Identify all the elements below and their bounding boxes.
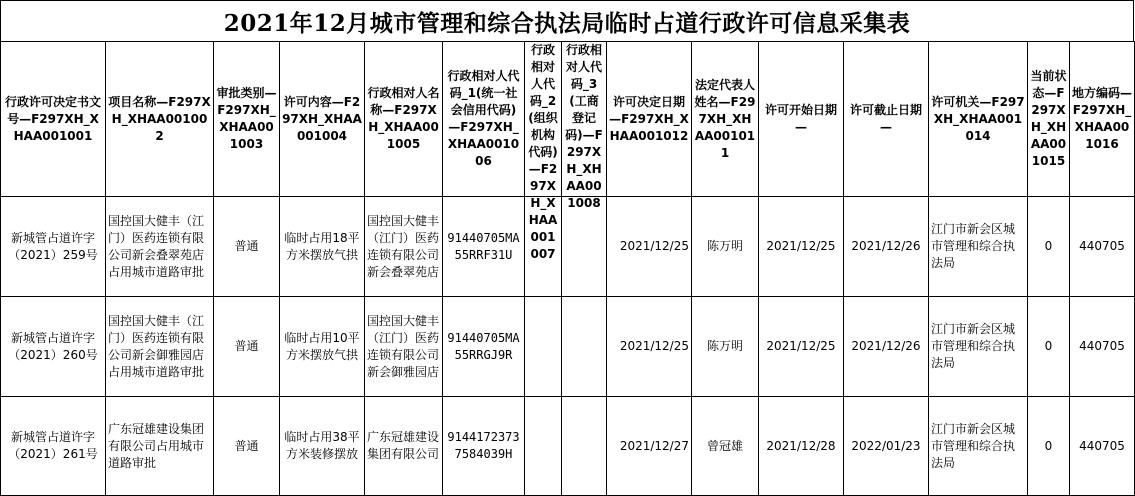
cell-doc-no[interactable]: 新城管占道许字（2021）260号 [1,297,106,397]
cell-legal-rep[interactable]: 陈万明 [692,197,759,297]
cell-org-code[interactable] [525,297,562,397]
header-cell[interactable]: 行政许可决定书文号—F297XH_XHAA001001 [1,42,106,197]
cell-party-name[interactable]: 国控国大健丰（江门）医药连锁有限公司新会叠翠苑店 [365,197,443,297]
sheet-title: 2021年12月城市管理和综合执法局临时占道行政许可信息采集表 [0,0,1134,41]
cell-party-name[interactable]: 国控国大健丰（江门）医药连锁有限公司新会御雅园店 [365,297,443,397]
header-cell[interactable]: 法定代表人姓名—F297XH_XHAA001011 [692,42,759,197]
cell-content[interactable]: 临时占用10平方米摆放气拱 [280,297,365,397]
cell-status[interactable]: 0 [1028,197,1070,297]
cell-decision-date[interactable]: 2021/12/27 [607,397,692,496]
cell-content[interactable]: 临时占用18平方米摆放气拱 [280,197,365,297]
cell-end-date[interactable]: 2022/01/23 [844,397,929,496]
cell-biz-code[interactable] [562,297,607,397]
permit-table [0,41,1135,496]
header-cell[interactable]: 审批类别—F297XH_XHAA001003 [214,42,280,197]
cell-project[interactable]: 广东冠雄建设集团有限公司占用城市道路审批 [106,397,214,496]
cell-authority[interactable]: 江门市新会区城市管理和综合执法局 [929,197,1028,297]
cell-area-code[interactable]: 440705 [1070,397,1135,496]
cell-category[interactable]: 普通 [214,397,280,496]
header-cell[interactable]: 许可机关—F297XH_XHAA001014 [929,42,1028,197]
table-row [1,397,1135,496]
header-cell[interactable]: 行政相对人代码_3(工商登记码)—F297XH_XHAA001008 [562,42,607,197]
cell-credit-code[interactable]: 91440705MA55RRGJ9R [443,297,525,397]
cell-status[interactable]: 0 [1028,397,1070,496]
header-cell[interactable]: 许可内容—F297XH_XHAA001004 [280,42,365,197]
header-cell[interactable]: 地方编码—F297XH_XHAA001016 [1070,42,1135,197]
cell-category[interactable]: 普通 [214,197,280,297]
header-cell[interactable]: 行政相对人名称—F297XH_XHAA001005 [365,42,443,197]
cell-decision-date[interactable]: 2021/12/25 [607,297,692,397]
cell-area-code[interactable]: 440705 [1070,197,1135,297]
cell-end-date[interactable]: 2021/12/26 [844,197,929,297]
cell-org-code[interactable] [525,397,562,496]
header-cell[interactable]: 许可截止日期— [844,42,929,197]
cell-credit-code[interactable]: 91441723737584039H [443,397,525,496]
cell-legal-rep[interactable]: 曾冠雄 [692,397,759,496]
cell-doc-no[interactable]: 新城管占道许字（2021）261号 [1,397,106,496]
cell-doc-no[interactable]: 新城管占道许字（2021）259号 [1,197,106,297]
cell-authority[interactable]: 江门市新会区城市管理和综合执法局 [929,297,1028,397]
cell-content[interactable]: 临时占用38平方米装修摆放 [280,397,365,496]
table-row [1,297,1135,397]
cell-decision-date[interactable]: 2021/12/25 [607,197,692,297]
cell-credit-code[interactable]: 91440705MA55RRF31U [443,197,525,297]
cell-biz-code[interactable] [562,397,607,496]
cell-category[interactable]: 普通 [214,297,280,397]
header-cell[interactable]: 项目名称—F297XH_XHAA001002 [106,42,214,197]
cell-party-name[interactable]: 广东冠雄建设集团有限公司 [365,397,443,496]
header-cell[interactable]: 行政相对人代码_2(组织机构代码)—F297XH_XHAA001007 [525,42,562,197]
cell-legal-rep[interactable]: 陈万明 [692,297,759,397]
cell-area-code[interactable]: 440705 [1070,297,1135,397]
cell-status[interactable]: 0 [1028,297,1070,397]
cell-authority[interactable]: 江门市新会区城市管理和综合执法局 [929,397,1028,496]
header-cell[interactable]: 行政相对人代码_1(统一社会信用代码)—F297XH_XHAA001006 [443,42,525,197]
header-cell[interactable]: 当前状态—F297XH_XHAA001015 [1028,42,1070,197]
header-row [1,42,1135,197]
header-cell[interactable]: 许可决定日期—F297XH_XHAA001012 [607,42,692,197]
cell-project[interactable]: 国控国大健丰（江门）医药连锁有限公司新会御雅园店占用城市道路审批 [106,297,214,397]
header-cell[interactable]: 许可开始日期— [759,42,844,197]
cell-end-date[interactable]: 2021/12/26 [844,297,929,397]
cell-project[interactable]: 国控国大健丰（江门）医药连锁有限公司新会叠翠苑店占用城市道路审批 [106,197,214,297]
cell-start-date[interactable]: 2021/12/25 [759,297,844,397]
cell-start-date[interactable]: 2021/12/25 [759,197,844,297]
cell-start-date[interactable]: 2021/12/28 [759,397,844,496]
